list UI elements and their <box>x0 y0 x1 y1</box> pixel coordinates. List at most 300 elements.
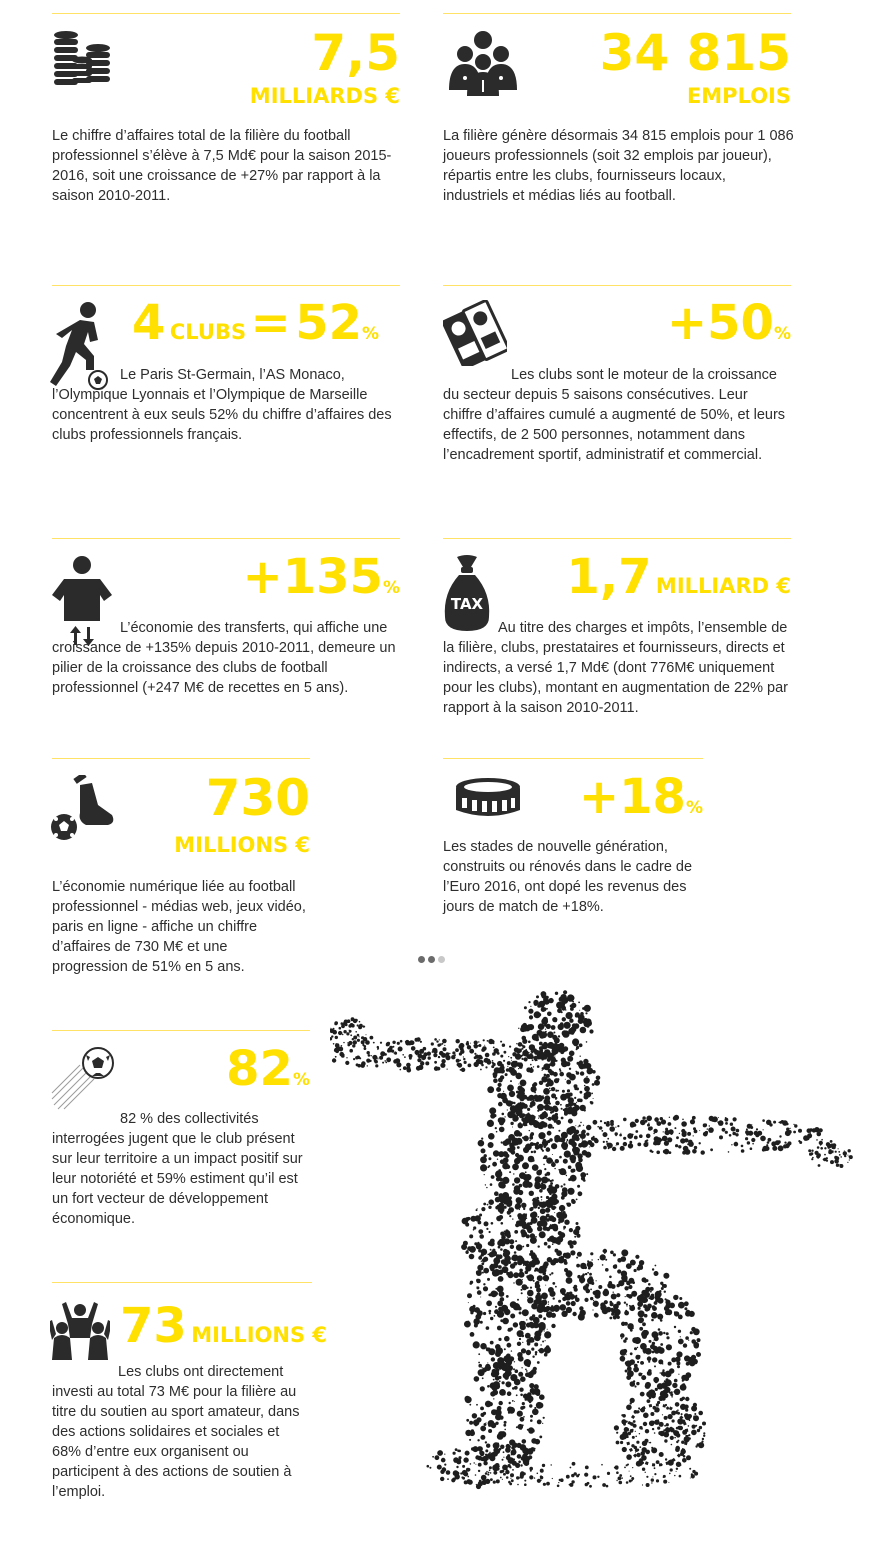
particle <box>656 1479 659 1482</box>
particle <box>642 1468 645 1471</box>
particle <box>665 1458 667 1460</box>
particle <box>541 991 547 997</box>
particle <box>488 1142 494 1148</box>
particle <box>554 1212 555 1213</box>
particle <box>766 1144 768 1146</box>
particle <box>568 1178 571 1181</box>
particle <box>601 1130 603 1132</box>
particle <box>646 1134 651 1139</box>
particle <box>487 1403 488 1404</box>
particle <box>347 1042 348 1043</box>
particle <box>584 1473 588 1477</box>
particle <box>491 1409 497 1415</box>
particle <box>576 1222 579 1225</box>
particle <box>658 1328 661 1331</box>
particle <box>547 1058 551 1062</box>
particle <box>626 1281 631 1286</box>
particle <box>532 1356 534 1358</box>
particle <box>478 1249 481 1252</box>
particle <box>593 1120 598 1125</box>
particle <box>633 1424 637 1428</box>
particle <box>416 1037 420 1041</box>
particle <box>686 1455 691 1460</box>
particle <box>420 1041 422 1043</box>
stat-headline <box>666 295 791 351</box>
particle <box>495 1306 497 1308</box>
particle <box>527 1396 534 1403</box>
particle <box>570 1005 573 1008</box>
particle <box>591 1093 593 1095</box>
particle <box>566 1080 571 1085</box>
particle <box>625 1296 626 1297</box>
particle <box>511 1479 514 1482</box>
particle <box>548 1287 554 1293</box>
particle <box>488 1420 495 1427</box>
particle <box>504 1376 508 1380</box>
particle <box>598 1285 602 1289</box>
particle <box>571 1301 576 1306</box>
particle <box>474 1242 477 1245</box>
particle <box>630 1475 632 1477</box>
particle <box>635 1130 638 1133</box>
particle <box>439 1043 442 1046</box>
particle <box>520 1427 523 1430</box>
particle <box>693 1416 695 1418</box>
particle <box>677 1440 679 1442</box>
particle <box>407 1067 409 1069</box>
particle <box>678 1339 684 1345</box>
particle <box>490 1472 492 1474</box>
particle <box>656 1151 660 1155</box>
particle <box>546 1024 551 1029</box>
particle <box>494 1315 496 1317</box>
particle <box>604 1122 606 1124</box>
particle <box>359 1024 363 1028</box>
particle <box>529 1015 533 1019</box>
particle <box>658 1431 662 1435</box>
stat-value: +135 <box>242 549 383 605</box>
particle <box>769 1123 772 1126</box>
particle <box>529 1475 533 1479</box>
particle <box>527 1297 528 1298</box>
particle <box>533 1049 534 1050</box>
particle <box>674 1437 676 1439</box>
particle <box>509 1271 513 1275</box>
particle <box>544 1331 551 1338</box>
particle <box>540 1196 542 1198</box>
particle <box>341 1045 343 1047</box>
particle <box>830 1140 833 1143</box>
particle <box>680 1138 685 1143</box>
particle <box>553 1297 555 1299</box>
particle <box>579 1277 585 1283</box>
stat-description-text: 82 % des collectivités interrogées jugent que le club présent sur leur territoire a un impact positif sur leur notoriété et 59% estiment qu’il est un fort vecteur de développement économique. <box>52 1111 303 1227</box>
divider <box>52 1030 310 1031</box>
particle <box>632 1324 633 1325</box>
particle <box>546 1074 550 1078</box>
particle <box>544 1330 545 1331</box>
particle <box>353 1040 357 1044</box>
stat-description: La filière génère désormais 34 815 emplois pour 1 086 joueurs professionnels (soit 32 emplois par joueur), répartis entre les clubs, fournisseurs locaux, industriels et médias liés au football. <box>443 128 794 204</box>
particle <box>559 1072 564 1077</box>
particle <box>525 1149 528 1152</box>
particle <box>553 1072 558 1077</box>
particle <box>540 1344 541 1345</box>
particle <box>522 1284 528 1290</box>
particle <box>564 1151 571 1158</box>
particle <box>498 1265 502 1269</box>
particle <box>551 1143 557 1149</box>
particle <box>709 1125 710 1126</box>
particle <box>493 1269 500 1276</box>
particle <box>835 1151 837 1153</box>
particle <box>524 1006 527 1009</box>
particle <box>488 1206 491 1209</box>
particle <box>674 1475 675 1476</box>
particle <box>514 1361 515 1362</box>
particle <box>563 1183 565 1185</box>
particle <box>480 1069 482 1071</box>
particle <box>746 1128 748 1130</box>
particle <box>525 1053 529 1057</box>
particle <box>665 1371 672 1378</box>
particle <box>368 1054 371 1057</box>
particle <box>633 1380 635 1382</box>
particle <box>504 1116 505 1117</box>
particle <box>548 998 553 1003</box>
particle <box>478 1362 480 1364</box>
particle <box>491 1065 494 1068</box>
particle <box>420 1061 424 1065</box>
particle <box>545 1285 546 1286</box>
particle <box>375 1064 378 1067</box>
particle <box>569 1294 575 1300</box>
particle <box>521 1456 525 1460</box>
particle <box>396 1062 401 1067</box>
particle <box>511 1257 515 1261</box>
particle <box>839 1154 841 1156</box>
carousel-dot[interactable] <box>428 956 435 963</box>
particle <box>493 1471 497 1475</box>
particle <box>539 1025 543 1029</box>
particle <box>453 1452 456 1455</box>
particle <box>520 1473 523 1476</box>
particle <box>549 1274 551 1276</box>
particle <box>574 1236 576 1238</box>
particle <box>558 1258 564 1264</box>
particle <box>655 1312 656 1313</box>
particle <box>697 1445 699 1447</box>
particle <box>566 1012 573 1019</box>
percent-sign: % <box>685 798 703 818</box>
particle <box>524 1483 527 1486</box>
particle <box>564 1108 570 1114</box>
particle <box>335 1036 338 1039</box>
particle <box>664 1306 669 1311</box>
particle <box>511 1109 516 1114</box>
particle <box>547 1140 550 1143</box>
particle <box>437 1465 442 1470</box>
particle <box>542 1464 545 1467</box>
particle <box>741 1145 744 1148</box>
particle <box>642 1441 647 1446</box>
particle <box>569 1019 573 1023</box>
particle <box>573 1149 579 1155</box>
particle <box>503 1091 504 1092</box>
particle <box>561 1213 567 1219</box>
particle <box>514 1379 521 1386</box>
particle <box>493 1362 500 1369</box>
particle <box>532 1164 539 1171</box>
particle <box>503 1249 508 1254</box>
particle <box>543 1157 545 1159</box>
particle <box>633 1367 639 1373</box>
particle <box>334 1021 338 1025</box>
particle <box>467 1293 472 1298</box>
carousel-dot[interactable] <box>438 956 445 963</box>
carousel-dot[interactable] <box>418 956 425 963</box>
particle <box>566 1475 570 1479</box>
particle <box>462 1477 465 1480</box>
particle <box>634 1347 637 1350</box>
particle <box>691 1327 696 1332</box>
particle <box>449 1053 450 1054</box>
particle <box>475 1055 479 1059</box>
particle <box>637 1143 641 1147</box>
particle <box>460 1050 464 1054</box>
particle <box>692 1149 697 1154</box>
particle <box>538 1132 545 1139</box>
particle <box>526 1214 527 1215</box>
particle <box>649 1396 652 1399</box>
particle <box>474 1053 476 1055</box>
particle <box>652 1476 653 1477</box>
particle <box>693 1433 694 1434</box>
particle <box>547 1245 550 1248</box>
particle <box>530 1250 533 1253</box>
particle <box>477 1439 479 1441</box>
particle <box>620 1349 627 1356</box>
particle <box>478 1470 480 1472</box>
particle <box>694 1146 697 1149</box>
particle <box>580 1027 587 1034</box>
particle <box>476 1287 477 1288</box>
particle <box>570 1158 575 1163</box>
particle <box>483 1283 485 1285</box>
particle <box>359 1021 361 1023</box>
particle <box>397 1042 400 1045</box>
particle <box>567 1056 573 1062</box>
particle <box>535 1197 536 1198</box>
particle <box>528 1024 534 1030</box>
particle <box>507 1061 511 1065</box>
particle <box>488 1310 491 1313</box>
particle <box>497 1286 504 1293</box>
particle <box>522 1181 529 1188</box>
particle <box>357 1064 361 1068</box>
particle <box>514 1230 518 1234</box>
particle <box>469 1254 475 1260</box>
particle <box>339 1027 342 1030</box>
particle <box>817 1132 822 1137</box>
particle <box>550 1033 553 1036</box>
particle <box>647 1356 652 1361</box>
particle <box>590 1252 593 1255</box>
particle <box>561 1011 563 1013</box>
particle <box>820 1147 823 1150</box>
particle <box>625 1337 628 1340</box>
particle <box>520 1394 523 1397</box>
particle <box>580 1133 586 1139</box>
particle <box>503 1060 505 1062</box>
particle <box>478 1044 481 1047</box>
particle <box>609 1317 612 1320</box>
particle <box>571 1199 575 1203</box>
particle <box>534 1343 538 1347</box>
particle <box>793 1124 794 1125</box>
particle <box>849 1156 851 1158</box>
particle <box>571 1480 574 1483</box>
particle <box>575 1125 576 1126</box>
particle <box>498 1102 503 1107</box>
particle <box>576 1474 579 1477</box>
stat-value: +50 <box>666 295 774 351</box>
particle <box>558 1024 564 1030</box>
particle <box>470 1332 475 1337</box>
particle <box>731 1127 736 1132</box>
divider <box>52 285 400 286</box>
particle <box>547 1047 549 1049</box>
particle <box>632 1478 634 1480</box>
particle <box>605 1292 608 1295</box>
particle <box>478 1221 482 1225</box>
particle <box>500 1248 503 1251</box>
particle <box>510 1314 515 1319</box>
particle <box>463 1058 465 1060</box>
carousel-indicator <box>418 956 454 964</box>
particle <box>434 1061 437 1064</box>
particle <box>557 1078 560 1081</box>
particle <box>483 1312 486 1315</box>
particle <box>458 1450 461 1453</box>
particle <box>511 1350 512 1351</box>
particle <box>760 1136 766 1142</box>
particle <box>775 1140 780 1145</box>
particle <box>644 1292 650 1298</box>
particle <box>497 1159 498 1160</box>
particle <box>629 1471 630 1472</box>
particle <box>646 1139 648 1141</box>
particle <box>533 1410 536 1413</box>
particle <box>352 1044 355 1047</box>
particle <box>485 1053 490 1058</box>
particle <box>521 1058 523 1060</box>
divider <box>443 758 703 759</box>
particle <box>657 1427 660 1430</box>
particle <box>634 1136 638 1140</box>
particle <box>521 1113 525 1117</box>
particle <box>472 1413 477 1418</box>
particle <box>535 1286 537 1288</box>
particle <box>589 1273 592 1276</box>
particle <box>490 1120 492 1122</box>
particle <box>663 1150 667 1154</box>
particle <box>516 1476 519 1479</box>
particle <box>586 1173 588 1175</box>
particle <box>584 1085 586 1087</box>
particle <box>678 1330 681 1333</box>
particle <box>387 1049 390 1052</box>
particle <box>506 1444 511 1449</box>
particle <box>357 1034 360 1037</box>
particle <box>416 1066 421 1071</box>
particle <box>447 1478 449 1480</box>
particle <box>585 1283 589 1287</box>
particle <box>509 1171 511 1173</box>
particle <box>653 1392 656 1395</box>
particle <box>811 1150 813 1152</box>
particle <box>537 1473 539 1475</box>
particle <box>655 1265 657 1267</box>
particle <box>817 1146 820 1149</box>
particle <box>640 1451 645 1456</box>
particle <box>697 1338 701 1342</box>
particle <box>477 1290 482 1295</box>
particle <box>572 1312 576 1316</box>
particle <box>662 1414 663 1415</box>
particle <box>434 1038 437 1041</box>
particle <box>847 1155 848 1156</box>
particle <box>577 1252 582 1257</box>
particle <box>590 1289 592 1291</box>
particle <box>467 1045 471 1049</box>
particle <box>578 1002 580 1004</box>
particle <box>531 1086 537 1092</box>
particle <box>438 1056 440 1058</box>
particle <box>652 1357 657 1362</box>
particle <box>616 1480 617 1481</box>
particle <box>384 1060 386 1062</box>
particle <box>665 1140 667 1142</box>
particle <box>580 1263 586 1269</box>
particle <box>654 1336 659 1341</box>
particle <box>543 1417 545 1419</box>
particle <box>503 1457 504 1458</box>
particle <box>674 1115 679 1120</box>
particle <box>730 1123 733 1126</box>
particle <box>639 1446 641 1448</box>
particle <box>495 1376 500 1381</box>
particle <box>471 1447 474 1450</box>
particle <box>626 1454 632 1460</box>
particle <box>543 1483 546 1486</box>
percent-sign: % <box>292 1070 310 1090</box>
particle <box>543 1275 549 1281</box>
particle <box>689 1468 691 1470</box>
stat-description <box>443 365 788 465</box>
particle <box>578 1191 583 1196</box>
particle <box>349 1030 352 1033</box>
particle <box>644 1330 648 1334</box>
particle <box>586 1064 590 1068</box>
particle <box>535 1176 542 1183</box>
particle <box>547 1329 548 1330</box>
particle <box>585 1012 587 1014</box>
particle <box>541 1293 548 1300</box>
particle <box>581 1140 588 1147</box>
particle <box>838 1148 839 1149</box>
particle <box>654 1271 659 1276</box>
